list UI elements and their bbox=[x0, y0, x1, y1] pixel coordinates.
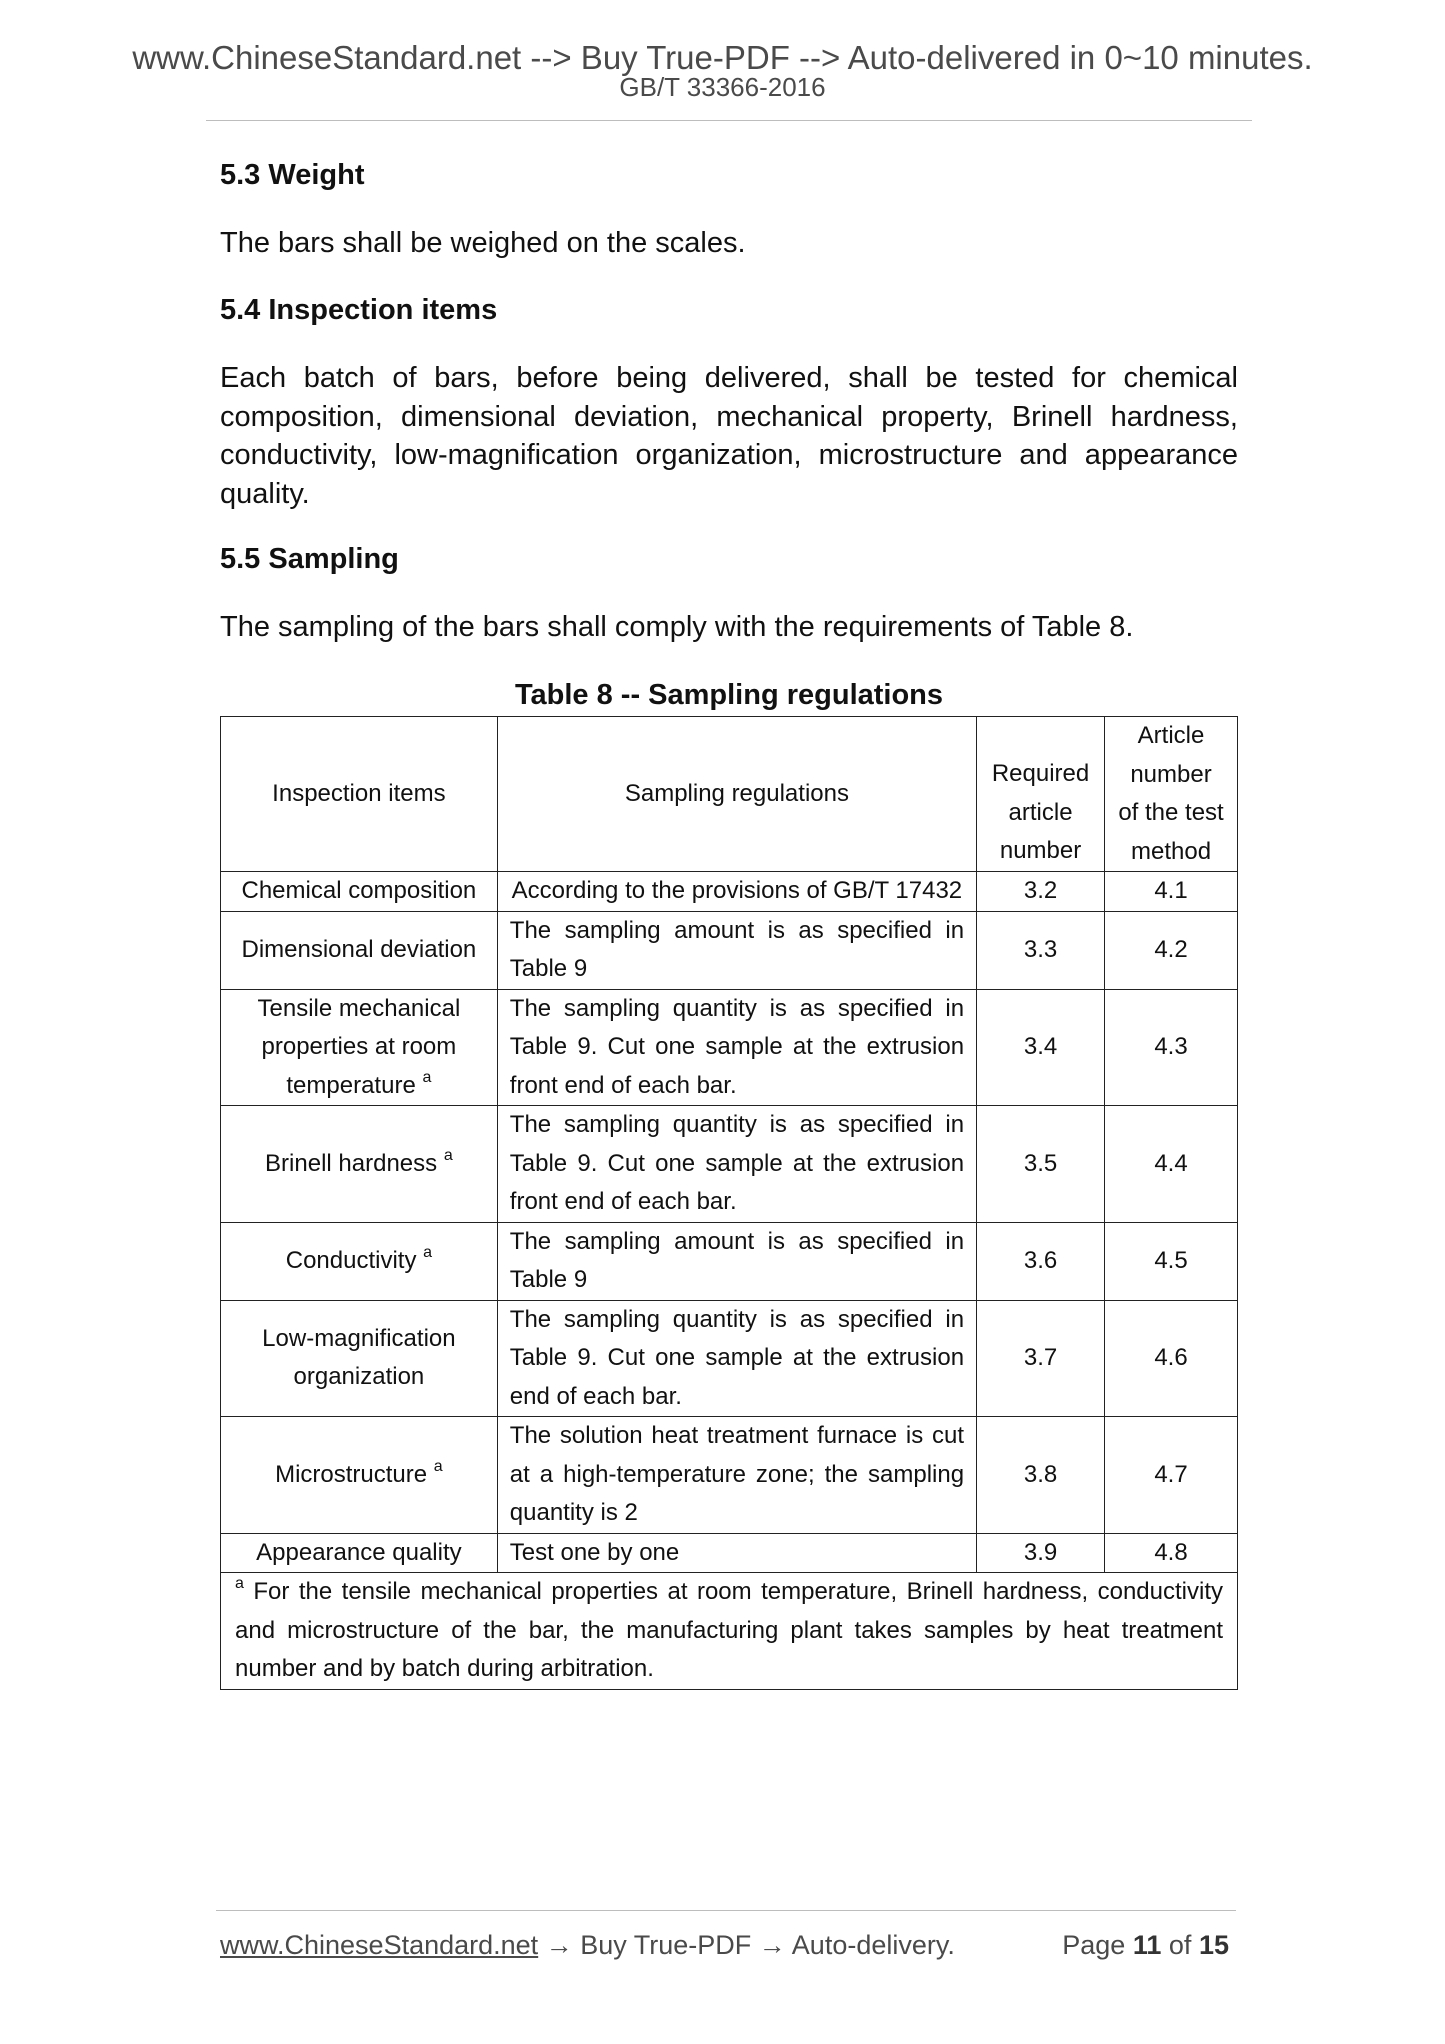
inspection-item: Dimensional deviation bbox=[221, 911, 498, 989]
test-method-article-number: 4.3 bbox=[1105, 989, 1238, 1106]
test-method-article-number: 4.7 bbox=[1105, 1417, 1238, 1534]
test-method-article-number: 4.1 bbox=[1105, 872, 1238, 912]
header-test-method-article: Article number of the test method bbox=[1105, 717, 1238, 872]
footer-buy-text: Buy True-PDF bbox=[580, 1930, 752, 1960]
table-footnote bbox=[221, 1573, 1238, 1690]
sampling-table bbox=[220, 716, 1238, 1690]
sampling-regulation: Test one by one bbox=[497, 1533, 976, 1573]
header-required-article: Required article number bbox=[977, 717, 1105, 872]
sampling-regulation: The sampling quantity is as specified in Table 9. Cut one sample at the extrusion front end of each bar. bbox=[497, 1106, 976, 1223]
section-heading-5-3: 5.3 Weight bbox=[220, 159, 365, 191]
required-article-number: 3.8 bbox=[977, 1417, 1105, 1534]
required-article-number: 3.2 bbox=[977, 872, 1105, 912]
footer-site-link[interactable]: www.ChineseStandard.net bbox=[220, 1930, 539, 1960]
footnote-marker: a bbox=[235, 1575, 244, 1592]
table-row bbox=[221, 1417, 1238, 1534]
section-heading-5-4: 5.4 Inspection items bbox=[220, 294, 498, 326]
of-label: of bbox=[1168, 1930, 1192, 1960]
table-footnote-row bbox=[221, 1573, 1238, 1690]
table-row bbox=[221, 872, 1238, 912]
page-indicator bbox=[1062, 1928, 1229, 1962]
footnote-marker: a bbox=[433, 1457, 443, 1475]
footer-divider bbox=[216, 1910, 1236, 1911]
arrow-icon: → bbox=[545, 1930, 573, 1960]
test-method-article-number: 4.2 bbox=[1105, 911, 1238, 989]
required-article-number: 3.3 bbox=[977, 911, 1105, 989]
footer-left bbox=[220, 1928, 955, 1962]
footnote-marker: a bbox=[443, 1146, 453, 1164]
section-text-5-4: Each batch of bars, before being delivered, shall be tested for chemical composition, dimensional deviation, mechanical property, Brinell hardness, conductivity, low-magnification organization, microstructure and appearance quality. bbox=[220, 362, 1238, 510]
site-banner[interactable]: www.ChineseStandard.net --> Buy True-PDF --> Auto-delivered in 0~10 minutes. bbox=[132, 39, 1313, 76]
footnote-marker: a bbox=[422, 1068, 432, 1086]
required-article-number: 3.5 bbox=[977, 1106, 1105, 1223]
header-divider bbox=[206, 120, 1252, 121]
sampling-regulation: The sampling quantity is as specified in Table 9. Cut one sample at the extrusion front end of each bar. bbox=[497, 989, 976, 1106]
inspection-item: Brinell hardness $^a$ bbox=[221, 1106, 498, 1223]
header-sampling-regulations: Sampling regulations bbox=[497, 717, 976, 872]
table-row bbox=[221, 1106, 1238, 1223]
inspection-item: Appearance quality bbox=[221, 1533, 498, 1573]
sampling-regulation: The sampling amount is as specified in Table 9 bbox=[497, 1222, 976, 1300]
required-article-number: 3.7 bbox=[977, 1300, 1105, 1417]
test-method-article-number: 4.4 bbox=[1105, 1106, 1238, 1223]
test-method-article-number: 4.6 bbox=[1105, 1300, 1238, 1417]
inspection-item: Microstructure $^a$ bbox=[221, 1417, 498, 1534]
test-method-article-number: 4.8 bbox=[1105, 1533, 1238, 1573]
current-page-number: 11 bbox=[1132, 1930, 1162, 1960]
header-inspection-items: Inspection items bbox=[221, 717, 498, 872]
arrow-icon: → bbox=[758, 1930, 786, 1960]
sampling-regulation: The sampling amount is as specified in Table 9 bbox=[497, 911, 976, 989]
table-header-row bbox=[221, 717, 1238, 872]
inspection-item: Low-magnification organization bbox=[221, 1300, 498, 1417]
footer-delivery-text: Auto-delivery. bbox=[791, 1930, 955, 1960]
table-row bbox=[221, 1300, 1238, 1417]
table-row bbox=[221, 911, 1238, 989]
sampling-regulation: The solution heat treatment furnace is cut at a high-temperature zone; the sampling quantity is 2 bbox=[497, 1417, 976, 1534]
page-label: Page bbox=[1062, 1930, 1126, 1960]
sampling-regulation: The sampling quantity is as specified in Table 9. Cut one sample at the extrusion end of each bar. bbox=[497, 1300, 976, 1417]
test-method-article-number: 4.5 bbox=[1105, 1222, 1238, 1300]
table-row bbox=[221, 989, 1238, 1106]
section-text-5-3: The bars shall be weighed on the scales. bbox=[220, 227, 746, 259]
section-heading-5-5: 5.5 Sampling bbox=[220, 543, 399, 575]
inspection-item: Chemical composition bbox=[221, 872, 498, 912]
required-article-number: 3.9 bbox=[977, 1533, 1105, 1573]
inspection-item: Conductivity $^a$ bbox=[221, 1222, 498, 1300]
footnote-text: For the tensile mechanical properties at room temperature, Brinell hardness, conductivity and microstructure of the bar, the manufacturing plant takes samples by heat treatment number and by batch during arbitration. bbox=[235, 1578, 1224, 1682]
required-article-number: 3.6 bbox=[977, 1222, 1105, 1300]
footnote-marker: a bbox=[423, 1243, 433, 1261]
table-row bbox=[221, 1222, 1238, 1300]
total-page-number: 15 bbox=[1198, 1930, 1229, 1960]
table-caption: Table 8 -- Sampling regulations bbox=[514, 679, 944, 711]
standard-code: GB/T 33366-2016 bbox=[619, 72, 826, 102]
required-article-number: 3.4 bbox=[977, 989, 1105, 1106]
inspection-item: Tensile mechanical properties at room temperature $^a$ bbox=[221, 989, 498, 1106]
sampling-regulation: According to the provisions of GB/T 17432 bbox=[497, 872, 976, 912]
section-text-5-5: The sampling of the bars shall comply with the requirements of Table 8. bbox=[220, 611, 1134, 643]
table-row bbox=[221, 1533, 1238, 1573]
